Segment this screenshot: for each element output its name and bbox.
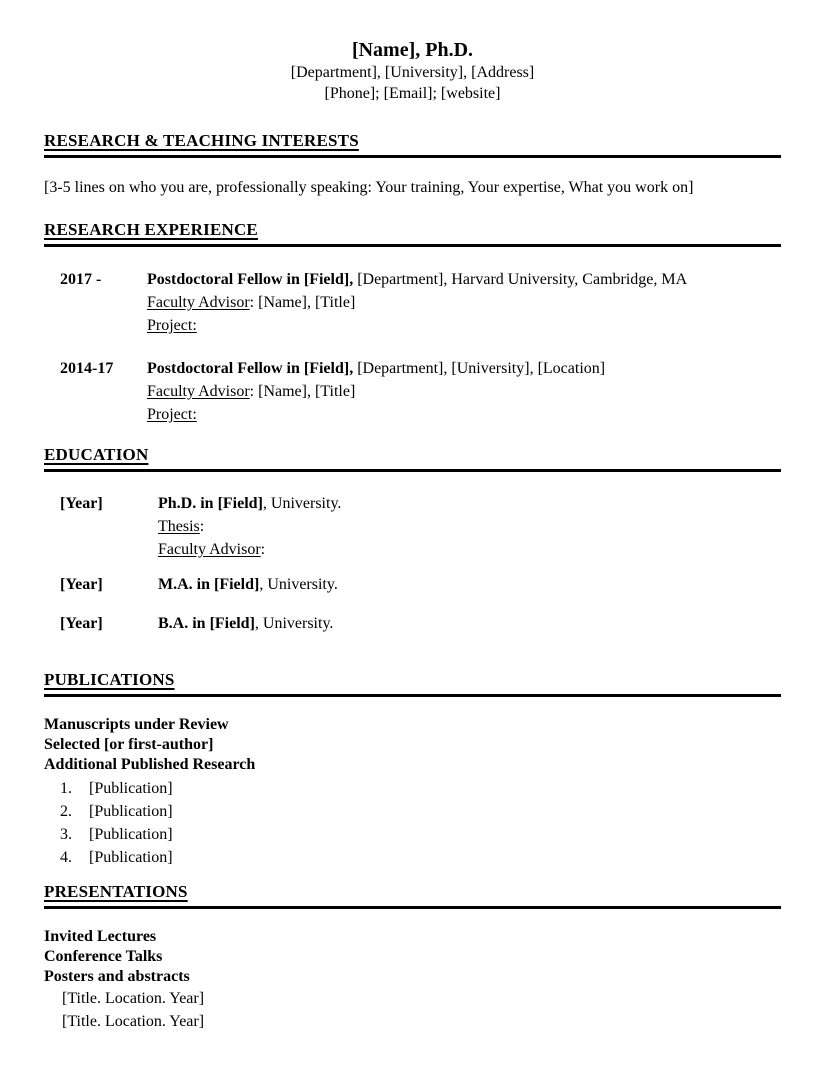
entry-role-title: Postdoctoral Fellow in [Field], — [147, 271, 354, 288]
section-heading-education — [44, 444, 781, 472]
cv-header — [44, 38, 781, 104]
entry-description — [158, 573, 781, 596]
entry-year: [Year] — [60, 576, 103, 593]
publication-text: [Publication] — [89, 826, 173, 843]
entry-advisor-label: Faculty Advisor — [158, 541, 261, 558]
entry-degree-detail: , University. — [254, 615, 334, 632]
publication-number: 3. — [60, 826, 72, 843]
entry-year: [Year] — [60, 495, 103, 512]
entry-degree-line — [158, 612, 781, 635]
entry-advisor-line — [147, 291, 781, 314]
presentation-item: [Title. Location. Year] — [62, 1013, 205, 1030]
entry-description — [158, 612, 781, 635]
education-entry — [44, 573, 781, 596]
entry-advisor-label: Faculty Advisor — [147, 294, 250, 311]
publication-number: 1. — [60, 780, 72, 797]
presentation-group-label: Invited Lectures — [44, 928, 157, 945]
entry-thesis-line — [158, 515, 781, 538]
entry-description — [158, 492, 781, 561]
entry-description — [147, 268, 781, 337]
presentation-list — [44, 987, 781, 1033]
publication-list — [44, 777, 781, 869]
section-heading-publications — [44, 669, 781, 697]
education-entry — [44, 492, 781, 561]
entry-thesis-detail: : — [199, 518, 205, 535]
publication-item — [44, 846, 781, 869]
research-entry — [44, 268, 781, 337]
entry-degree-detail: , University. — [262, 495, 342, 512]
interests-summary: [3-5 lines on who you are, professionally speaking: Your training, Your expertise, What you work on] — [44, 179, 694, 196]
presentation-item: [Title. Location. Year] — [62, 990, 205, 1007]
entry-degree-line — [158, 492, 781, 515]
presentation-groups — [44, 927, 781, 987]
entry-advisor-label: Faculty Advisor — [147, 383, 250, 400]
section-title-presentations: PRESENTATIONS — [44, 882, 188, 901]
entry-project-line — [147, 314, 781, 337]
header-name: [Name], Ph.D. — [351, 39, 474, 61]
entry-degree: Ph.D. in [Field] — [158, 495, 263, 512]
section-title-education: EDUCATION — [44, 445, 149, 464]
entry-degree-line — [158, 573, 781, 596]
header-contact: [Phone]; [Email]; [website] — [324, 85, 501, 102]
entry-advisor-detail: : [Name], [Title] — [249, 383, 356, 400]
publication-text: [Publication] — [89, 780, 173, 797]
presentation-group-label: Conference Talks — [44, 948, 163, 965]
entry-year: [Year] — [60, 615, 103, 632]
education-entry — [44, 612, 781, 635]
section-heading-research — [44, 219, 781, 247]
publication-groups — [44, 715, 781, 775]
publication-text: [Publication] — [89, 803, 173, 820]
header-affiliation: [Department], [University], [Address] — [290, 64, 535, 81]
research-entry — [44, 357, 781, 426]
entry-role-title: Postdoctoral Fellow in [Field], — [147, 360, 354, 377]
entry-role-line — [147, 268, 781, 291]
publication-item — [44, 777, 781, 800]
entry-degree: M.A. in [Field] — [158, 576, 260, 593]
publication-group-label: Manuscripts under Review — [44, 716, 229, 733]
entry-date: 2014-17 — [60, 360, 114, 377]
publication-group-label: Additional Published Research — [44, 756, 256, 773]
publication-item — [44, 823, 781, 846]
entry-description — [147, 357, 781, 426]
section-title-publications: PUBLICATIONS — [44, 670, 175, 689]
entry-role-detail: [Department], [University], [Location] — [353, 360, 606, 377]
publication-item — [44, 800, 781, 823]
entry-advisor-line — [158, 538, 781, 561]
section-title-interests: RESEARCH & TEACHING INTERESTS — [44, 131, 359, 150]
entry-degree: B.A. in [Field] — [158, 615, 255, 632]
entry-advisor-detail: : — [260, 541, 266, 558]
entry-project-line — [147, 403, 781, 426]
entry-degree-detail: , University. — [259, 576, 338, 593]
entry-project-label: Project: — [147, 406, 197, 423]
entry-thesis-label: Thesis — [158, 518, 200, 535]
entry-advisor-detail: : [Name], [Title] — [249, 294, 356, 311]
publication-number: 4. — [60, 849, 72, 866]
entry-date: 2017 - — [60, 271, 102, 288]
entry-advisor-line — [147, 380, 781, 403]
section-heading-interests — [44, 130, 781, 158]
entry-project-label: Project: — [147, 317, 197, 334]
publication-group-label: Selected [or first-author] — [44, 736, 214, 753]
entry-role-line — [147, 357, 781, 380]
presentation-group-label: Posters and abstracts — [44, 968, 190, 985]
publication-text: [Publication] — [89, 849, 173, 866]
publication-number: 2. — [60, 803, 72, 820]
section-title-research: RESEARCH EXPERIENCE — [44, 220, 258, 239]
section-heading-presentations — [44, 881, 781, 909]
entry-role-detail: [Department], Harvard University, Cambridge, MA — [353, 271, 688, 288]
